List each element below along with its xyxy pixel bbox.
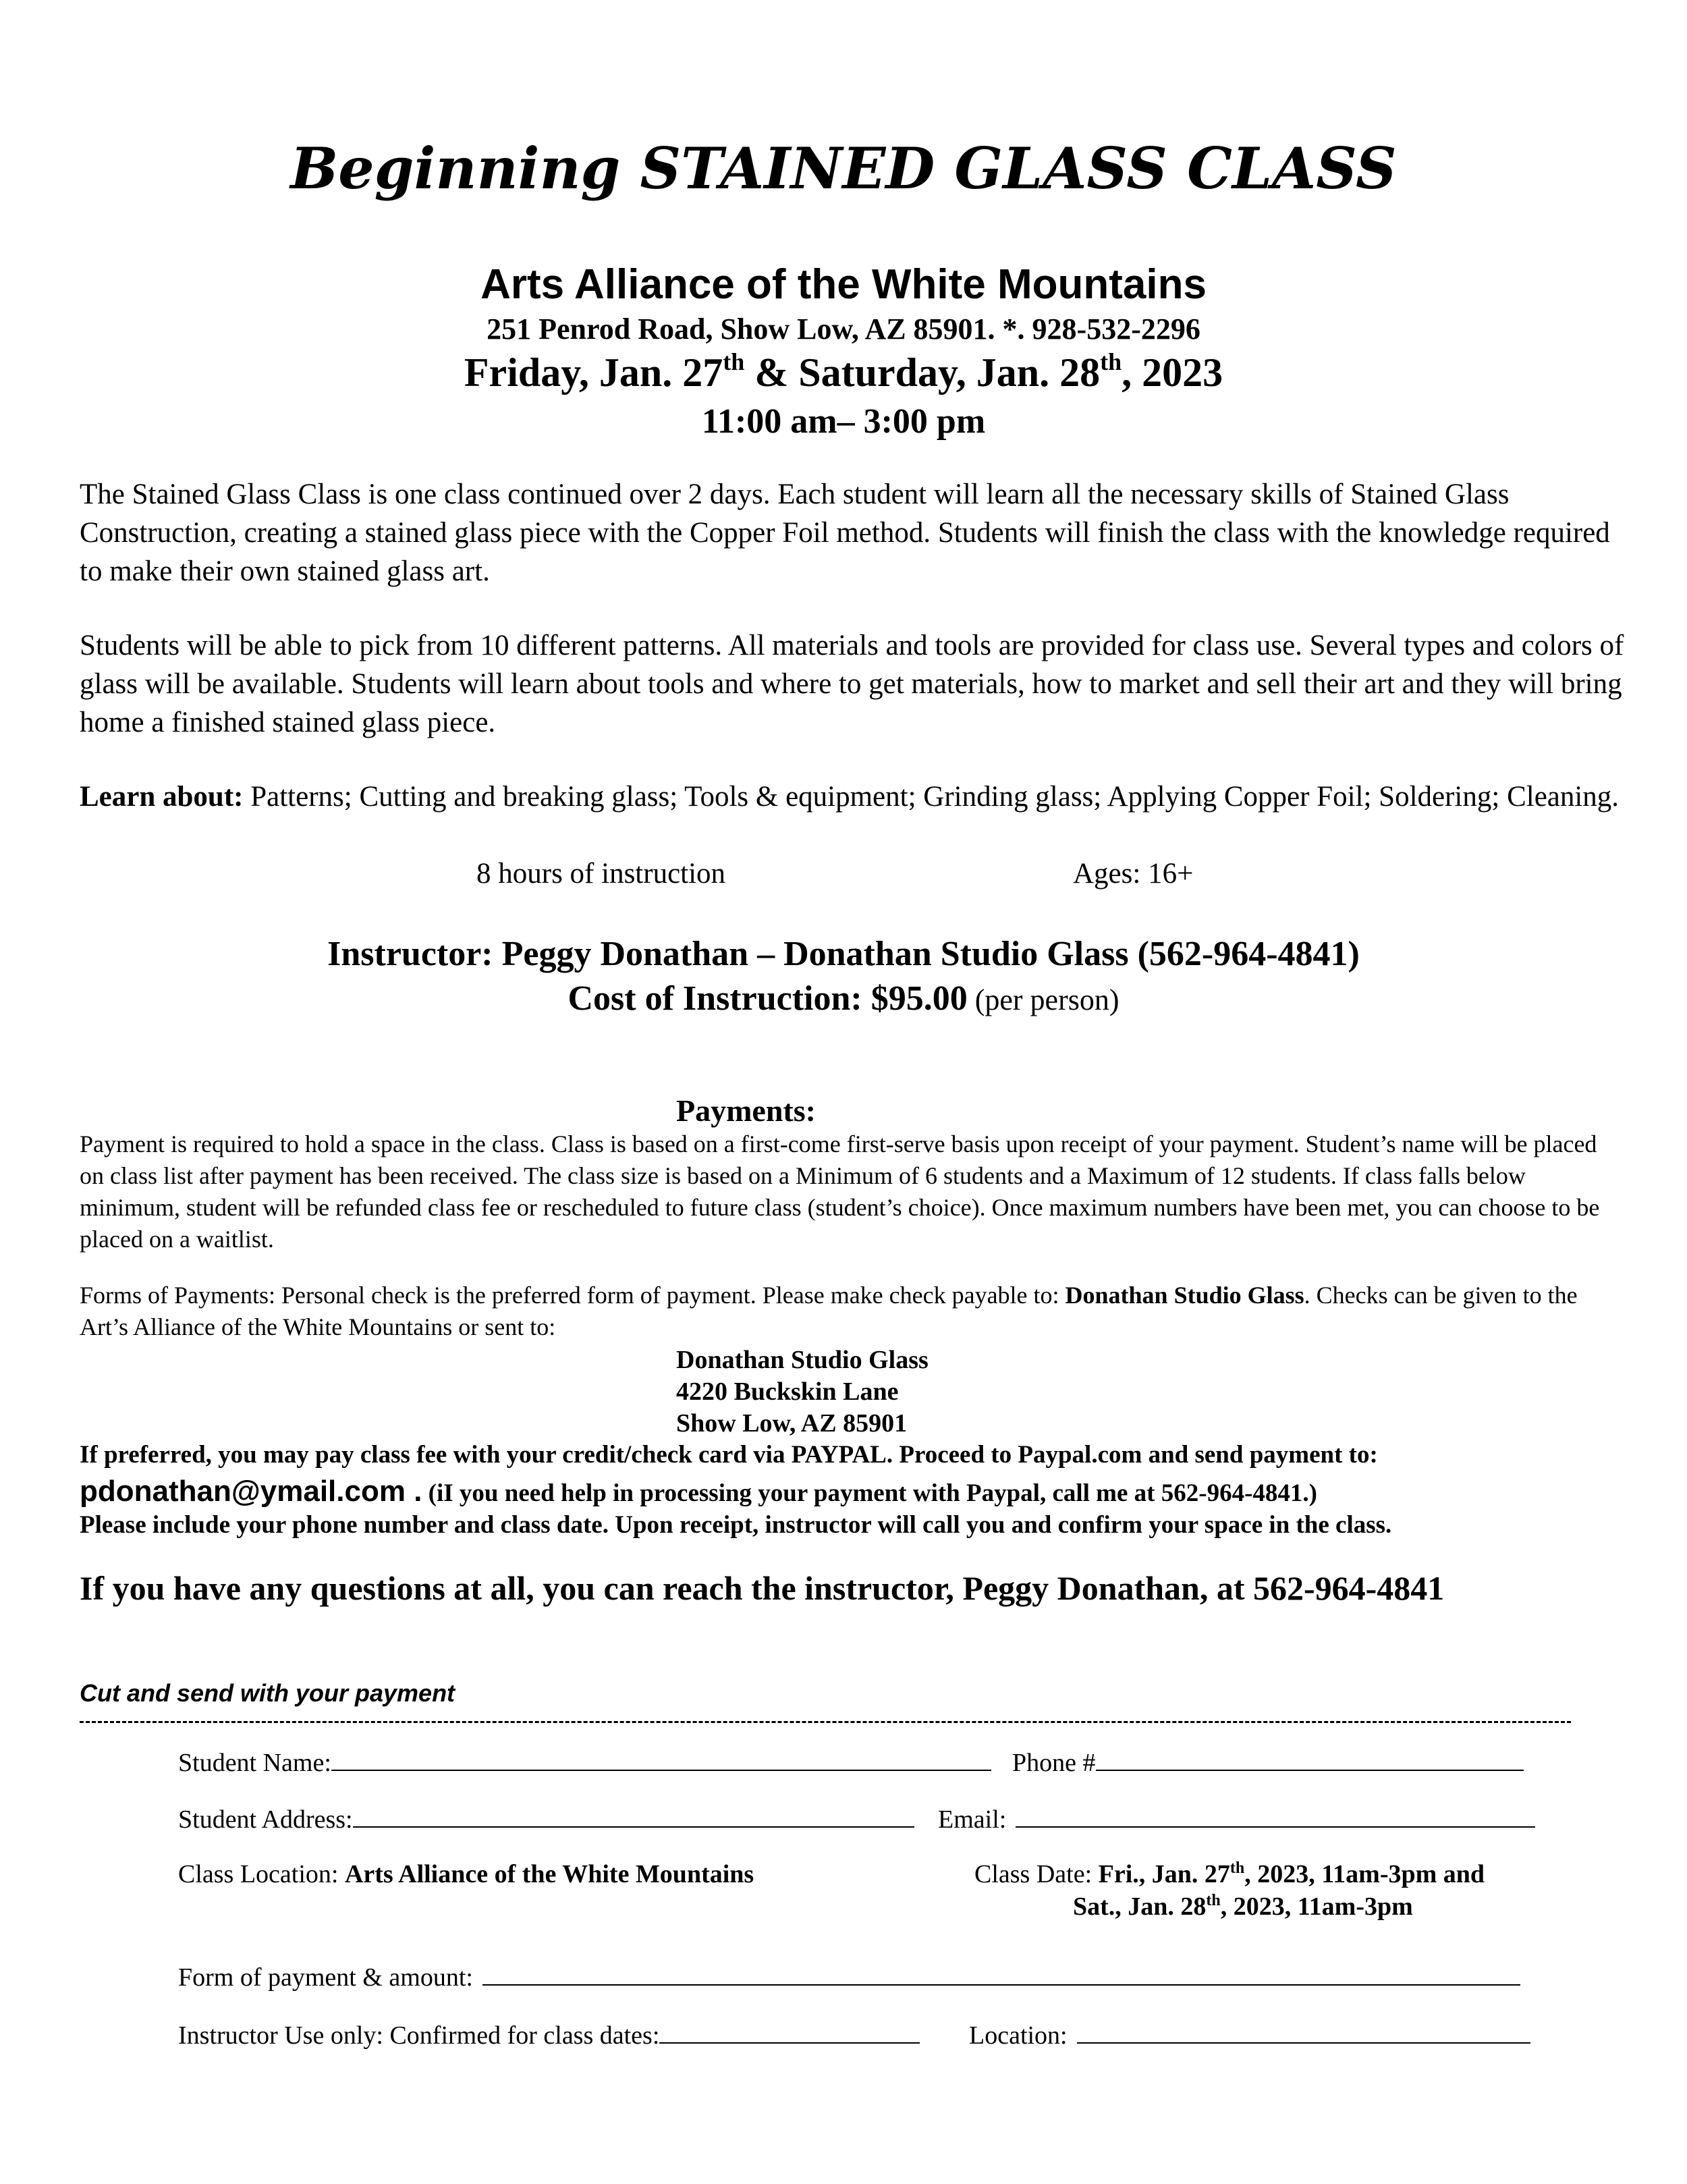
organization-address: 251 Penrod Road, Show Low, AZ 85901. *. 928-532-2296 <box>487 312 1200 346</box>
cost-label: Cost of Instruction: $95.00 <box>568 979 968 1018</box>
paypal-email: pdonathan@ymail.com . <box>80 1475 422 1508</box>
confirmed-dates-field[interactable] <box>659 2018 920 2044</box>
paypal-email-line <box>80 1473 1632 1512</box>
class-date-1b: , 2023, 11am-3pm and <box>1244 1860 1485 1888</box>
student-name-label: Student Name: <box>178 1749 331 1777</box>
hours-of-instruction: 8 hours of instruction <box>476 858 726 890</box>
class-time: 11:00 am– 3:00 pm <box>701 402 986 441</box>
learn-about-label: Learn about: <box>80 781 244 813</box>
student-address-row <box>178 1802 914 1836</box>
phone-field[interactable] <box>1096 1745 1524 1771</box>
instructor-line: Instructor: Peggy Donathan – Donathan Studio Glass (562-964-4841) <box>327 935 1360 973</box>
email-label: Email: <box>938 1805 1007 1834</box>
mail-street: 4220 Buckskin Lane <box>676 1377 899 1406</box>
paypal-email-note: (iI you need help in processing your payment with Paypal, call me at 562-964-4841.) <box>422 1479 1317 1507</box>
location-confirm-label: Location: <box>969 2021 1068 2050</box>
ages: Ages: 16+ <box>1073 858 1194 890</box>
class-date-1sup: th <box>1229 1859 1245 1877</box>
instructor-use-label: Instructor Use only: Confirmed for class dates: <box>178 2021 660 2050</box>
student-name-field[interactable] <box>331 1745 991 1771</box>
class-date-2a: Sat., Jan. 28 <box>1073 1892 1207 1921</box>
payment-policy: Payment is required to hold a space in the class. Class is based on a first-come first-serve basis upon receipt of your payment. Student’s name will be placed on class list after payment has been received. The class size is based on a Minimum of 6 students and a Maximum of 12 students. If class falls below minimum, student will be refunded class fee or rescheduled to future class (student’s choice). Once maximum numbers have been met, you can choose to be placed on a waitlist. <box>80 1130 1600 1253</box>
forms-of-payment <box>80 1280 1625 1343</box>
class-date-row-2 <box>1073 1890 1413 1923</box>
phone-row <box>1012 1745 1524 1780</box>
class-location-value: Arts Alliance of the White Mountains <box>344 1860 754 1888</box>
description-paragraph-2: Students will be able to pick from 10 different patterns. All materials and tools are provided for class use. Several types and colors of glass will be available. Students will learn about tools and where to get materials, how to market and sell their art and they will bring home a finished stained glass piece. <box>80 630 1624 738</box>
class-dates <box>0 346 1687 400</box>
class-location-row <box>178 1857 754 1891</box>
student-name-row <box>178 1745 991 1780</box>
payment-amount-label: Form of payment & amount: <box>178 1963 473 1992</box>
class-date-row-1 <box>974 1857 1485 1891</box>
cost-line <box>0 976 1687 1023</box>
location-confirm-field[interactable] <box>1077 2018 1530 2044</box>
student-address-field[interactable] <box>353 1802 914 1828</box>
mail-name: Donathan Studio Glass <box>676 1346 929 1374</box>
mail-city: Show Low, AZ 85901 <box>676 1409 908 1438</box>
date-join: & Saturday, Jan. 28 <box>744 350 1101 395</box>
email-row <box>938 1802 1535 1836</box>
phone-label: Phone # <box>1012 1749 1096 1777</box>
forms-post: . Checks can be given to the Art’s Alliance of the White Mountains or sent to: <box>80 1282 1578 1340</box>
learn-about-text: Patterns; Cutting and breaking glass; Tools & equipment; Grinding glass; Applying Copper Foil; Soldering; Cleaning. <box>243 781 1620 813</box>
date-year: , 2023 <box>1122 350 1223 395</box>
learn-about <box>80 777 1632 816</box>
payment-amount-field[interactable] <box>482 1960 1520 1986</box>
payment-amount-row <box>178 1960 1520 1994</box>
class-date-2b: , 2023, 11am-3pm <box>1220 1892 1413 1921</box>
payments-heading: Payments: <box>676 1093 816 1128</box>
class-date-2sup: th <box>1206 1892 1221 1909</box>
date-sup1: th <box>723 348 745 375</box>
include-info-line: Please include your phone number and class date. Upon receipt, instructor will call you and confirm your space in the class. <box>80 1511 1392 1539</box>
organization-name: Arts Alliance of the White Mountains <box>480 261 1207 308</box>
class-date-label: Class Date: <box>974 1860 1099 1888</box>
mailing-address <box>676 1344 929 1440</box>
cost-note: (per person) <box>967 983 1119 1016</box>
forms-pre: Forms of Payments: Personal check is the preferred form of payment. Please make check payable to: <box>80 1282 1066 1309</box>
cut-label: Cut and send with your payment <box>80 1679 455 1707</box>
forms-payee: Donathan Studio Glass <box>1065 1282 1304 1309</box>
page-title: Beginning STAINED GLASS CLASS <box>290 135 1397 202</box>
class-date-1a: Fri., Jan. 27 <box>1098 1860 1230 1888</box>
student-address-label: Student Address: <box>178 1805 353 1834</box>
location-confirm-row <box>969 2018 1530 2052</box>
class-location-label: Class Location: <box>178 1860 345 1888</box>
cut-line-divider <box>80 1721 1571 1723</box>
date-sup2: th <box>1100 348 1122 375</box>
description-paragraph-1: The Stained Glass Class is one class continued over 2 days. Each student will learn all the necessary skills of Stained Glass Construction, creating a stained glass piece with the Copper Foil method. Students will finish the class with the knowledge required to make their own stained glass art. <box>80 479 1610 587</box>
instructor-use-row <box>178 2018 920 2052</box>
questions-line: If you have any questions at all, you can reach the instructor, Peggy Donathan, at 562-964-4841 <box>80 1569 1445 1607</box>
date-day1: Friday, Jan. 27 <box>464 350 723 395</box>
email-field[interactable] <box>1016 1802 1535 1828</box>
paypal-line: If preferred, you may pay class fee with your credit/check card via PAYPAL. Proceed to Paypal.com and send payment to: <box>80 1441 1378 1469</box>
